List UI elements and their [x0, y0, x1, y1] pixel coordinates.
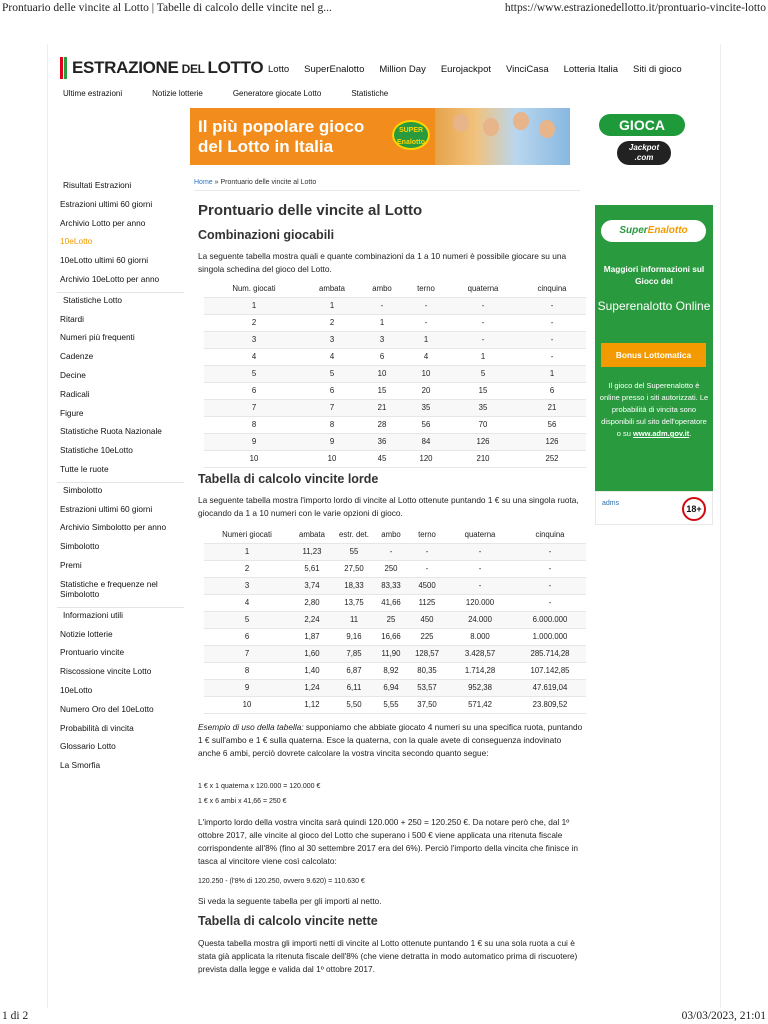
table-cell: 47.619,04 — [514, 679, 586, 696]
table-cell: 6 — [204, 382, 304, 399]
table-cell: 16,66 — [374, 628, 408, 645]
section-title-nette: Tabella di calcolo vincite nette — [198, 914, 378, 928]
table-cell: 37,50 — [408, 696, 446, 713]
gioca-button[interactable]: GIOCA — [599, 114, 685, 136]
jackpot-logo-icon[interactable]: Jackpot .com — [617, 141, 671, 165]
table-cell: 1 — [304, 297, 360, 314]
table-row — [204, 679, 586, 696]
table-cell: 15 — [360, 382, 404, 399]
sidebar-item[interactable]: Cadenze — [60, 351, 94, 362]
table-cell: - — [518, 314, 586, 331]
table-cell: 10 — [404, 365, 448, 382]
sidebar-item[interactable]: Statistiche 10eLotto — [60, 445, 133, 456]
sidebar-divider — [57, 292, 184, 293]
table-cell: 252 — [518, 450, 586, 467]
table-cell: 10 — [360, 365, 404, 382]
table-header-row — [204, 527, 586, 543]
sidebar-item[interactable]: Notizie lotterie — [60, 628, 113, 639]
table-cell: 7,85 — [334, 645, 374, 662]
table-cell: - — [446, 577, 514, 594]
table-cell: 120.000 — [446, 594, 514, 611]
table-row — [204, 543, 586, 560]
table-row — [204, 331, 586, 348]
table-cell: 2 — [204, 560, 290, 577]
sidebar-item[interactable]: La Smorfia — [60, 760, 101, 771]
table-row — [204, 594, 586, 611]
table-cell: 5,61 — [290, 560, 334, 577]
sidebar-section-heading[interactable]: Simbolotto — [63, 484, 103, 495]
table-cell: 126 — [448, 433, 518, 450]
table-header-cell: ambo — [374, 527, 408, 543]
sidebar-item[interactable]: Tutte le ruote — [60, 464, 109, 474]
sub-nav-item[interactable]: Notizie lotterie — [152, 89, 203, 98]
table-row — [204, 577, 586, 594]
table-row — [204, 560, 586, 577]
sidebar-section-heading[interactable]: Statistiche Lotto — [63, 294, 123, 305]
top-nav-item[interactable]: Siti di gioco — [633, 64, 682, 75]
table-cell: 21 — [518, 399, 586, 416]
sidebar-item[interactable]: Ritardi — [60, 313, 84, 324]
table-cell: 9 — [304, 433, 360, 450]
superenalotto-ad[interactable] — [595, 205, 713, 514]
table-cell: - — [408, 543, 446, 560]
breadcrumb-current: Prontuario delle vincite al Lotto — [220, 179, 317, 186]
table-cell: 83,33 — [374, 577, 408, 594]
table-cell: 1 — [404, 331, 448, 348]
table-cell: 5 — [448, 365, 518, 382]
table-header-cell: estr. det. — [334, 527, 374, 543]
table-cell: 1,24 — [290, 679, 334, 696]
table-cell: 3 — [204, 577, 290, 594]
top-nav-item[interactable]: Lotto — [268, 64, 290, 75]
table-cell: 1 — [204, 297, 304, 314]
table-header-cell: Num. giocati — [204, 281, 304, 297]
table-cell: 7 — [204, 399, 304, 416]
top-nav-item[interactable]: SuperEnalotto — [304, 64, 365, 75]
table-header-cell: cinquina — [518, 281, 586, 297]
table-cell: - — [360, 297, 404, 314]
table-header-cell: cinquina — [514, 527, 586, 543]
superenalotto-logo-icon: SUPER Enalotto — [392, 120, 430, 150]
table-header-cell: quaterna — [448, 281, 518, 297]
table-cell: 5 — [304, 365, 360, 382]
table-cell: - — [518, 348, 586, 365]
superenalotto-logo: SuperEnalotto — [601, 220, 706, 242]
sub-nav-item[interactable]: Statistiche — [351, 89, 389, 98]
top-nav-item[interactable]: VinciCasa — [506, 64, 549, 75]
formula-quaterna: 1 € x 1 quaterna x 120.000 = 120.000 € — [198, 783, 321, 790]
age-restriction-icon: 18+ — [682, 497, 706, 521]
table-cell: 27,50 — [334, 560, 374, 577]
table-cell: 8,92 — [374, 662, 408, 679]
table-cell: 11,23 — [290, 543, 334, 560]
table-row — [204, 611, 586, 628]
sidebar-item[interactable]: Estrazioni ultimi 60 giorni — [60, 198, 153, 209]
sidebar-item[interactable]: Radicali — [60, 388, 90, 399]
table-cell: 8 — [204, 662, 290, 679]
table-row — [204, 662, 586, 679]
table-cell: 571,42 — [446, 696, 514, 713]
table-header-cell: terno — [408, 527, 446, 543]
table-cell: 1 — [518, 365, 586, 382]
table-cell: - — [404, 314, 448, 331]
table-cell: 8 — [204, 416, 304, 433]
top-nav-item[interactable]: Eurojackpot — [440, 64, 491, 75]
banner-people-image — [435, 108, 570, 165]
table-cell: 9 — [204, 433, 304, 450]
table-cell: 13,75 — [334, 594, 374, 611]
table-cell: 1,40 — [290, 662, 334, 679]
page-title: Prontuario delle vincite al Lotto — [198, 202, 423, 219]
print-url: https://www.estrazionedellotto.it/prontuario-vincite-lotto — [504, 2, 766, 14]
table-cell: 6,11 — [334, 679, 374, 696]
table-cell: 3 — [204, 331, 304, 348]
table-cell: 6 — [518, 382, 586, 399]
sidebar-item[interactable]: Figure — [60, 407, 84, 418]
table-cell: 1 — [204, 543, 290, 560]
table-cell: 84 — [404, 433, 448, 450]
gross-winnings-table — [204, 527, 586, 714]
sidebar-item[interactable]: Archivio Simbolotto per anno — [60, 522, 167, 533]
ad-text-online: Superenalotto Online — [597, 299, 711, 313]
table-cell: - — [408, 560, 446, 577]
ad-footer-strip — [595, 491, 713, 525]
logo-text: ESTRAZIONE DEL LOTTO — [72, 58, 264, 77]
table-header-row — [204, 281, 586, 297]
top-nav — [268, 64, 697, 75]
sub-nav-item[interactable]: Ultime estrazioni — [63, 89, 123, 98]
table-header-cell: Numeri giocati — [204, 527, 290, 543]
table-row — [204, 297, 586, 314]
table-header-cell: terno — [404, 281, 448, 297]
table-cell: 4500 — [408, 577, 446, 594]
table-row — [204, 450, 586, 467]
table-cell: 3 — [360, 331, 404, 348]
print-datetime: 03/03/2023, 21:01 — [681, 1010, 766, 1022]
adm-link[interactable]: www.adm.gov.it — [632, 429, 690, 438]
sidebar-item[interactable]: 10eLotto — [60, 685, 93, 695]
table-cell: 120 — [404, 450, 448, 467]
table-header-cell: ambata — [304, 281, 360, 297]
table-cell: 6,87 — [334, 662, 374, 679]
table-cell: 4 — [204, 594, 290, 611]
sidebar-item[interactable]: Glossario Lotto — [60, 741, 116, 752]
table-row — [204, 645, 586, 662]
table-cell: 4 — [204, 348, 304, 365]
sidebar-item[interactable]: 10eLotto ultimi 60 giorni — [60, 255, 149, 266]
print-header — [0, 0, 768, 20]
sidebar-item[interactable]: Archivio Lotto per anno — [60, 217, 146, 228]
table-row — [204, 314, 586, 331]
table-cell: 36 — [360, 433, 404, 450]
print-footer — [0, 1008, 768, 1024]
paragraph-nette: Questa tabella mostra gli importi netti di vincite al Lotto ottenute puntando 1 € su una sola ruota a cui è stata già applicata la ritenuta fiscale dell'8% (che viene detratta in modo automatico prima di riscuotere) prevista dalla legge e valida dal 1º ottobre 2017. — [198, 938, 578, 974]
table-row — [204, 416, 586, 433]
table-cell: 28 — [360, 416, 404, 433]
table-cell: 952,38 — [446, 679, 514, 696]
table-cell: 25 — [374, 611, 408, 628]
ad-text-disclaimer: Il gioco del Superenalotto è online presso i siti autorizzati. Le probabilità di vincita sono disponibili sul sito dell'operatore o su www.adm.gov.it. — [599, 381, 709, 438]
table-cell: - — [404, 297, 448, 314]
sidebar-item[interactable]: 10eLotto — [60, 236, 93, 247]
breadcrumb-home[interactable]: Home — [194, 179, 213, 186]
table-cell: 55 — [334, 543, 374, 560]
sidebar-item[interactable]: Prontuario vincite — [60, 647, 125, 658]
table-cell: 10 — [204, 696, 290, 713]
table-cell: - — [514, 594, 586, 611]
bonus-lottomatica-button[interactable]: Bonus Lottomatica — [601, 343, 706, 367]
combinations-table — [204, 281, 586, 468]
banner-headline: Il più popolare gioco del Lotto in Italia — [198, 117, 365, 156]
table-cell: 24.000 — [446, 611, 514, 628]
sidebar-item[interactable]: Statistiche e frequenze nel Simbolotto — [60, 578, 158, 599]
table-cell: 1.714,28 — [446, 662, 514, 679]
paragraph-importo: L'importo lordo della vostra vincita sarà quindi 120.000 + 250 = 120.250 €. Da notare però che, dal 1º ottobre 2017, alle vincite al gioco del Lotto che superano i 500 € viene applicata una ritenuta fiscale corrispondente all'8% (fino al 30 settembre 2017 era del 6%). Perciò l'importo della vincita che finisce in tasca al vincitore viene così calcolato: — [198, 817, 578, 866]
table-row — [204, 365, 586, 382]
paragraph-combinazioni: La seguente tabella mostra quali e quante combinazioni da 1 a 10 numeri è possibile giocare su una singola schedina del gioco del Lotto. — [198, 251, 567, 274]
table-cell: 6 — [204, 628, 290, 645]
table-cell: 450 — [408, 611, 446, 628]
sub-nav-item[interactable]: Generatore giocate Lotto — [232, 89, 322, 98]
table-cell: 10 — [204, 450, 304, 467]
top-nav-item[interactable]: Lotteria Italia — [563, 64, 619, 75]
sidebar-divider — [57, 607, 184, 608]
table-cell: 70 — [448, 416, 518, 433]
table-cell: 56 — [404, 416, 448, 433]
table-cell: - — [518, 331, 586, 348]
table-cell: 15 — [448, 382, 518, 399]
sidebar-item[interactable]: Estrazioni ultimi 60 giorni — [60, 503, 153, 514]
table-cell: 56 — [518, 416, 586, 433]
table-cell: 35 — [448, 399, 518, 416]
section-title-combinazioni: Combinazioni giocabili — [198, 228, 335, 242]
table-cell: 225 — [408, 628, 446, 645]
table-cell: 21 — [360, 399, 404, 416]
table-cell: 250 — [374, 560, 408, 577]
table-cell: 20 — [404, 382, 448, 399]
sidebar-item[interactable]: Simbolotto — [60, 541, 100, 552]
sub-nav — [63, 89, 418, 98]
table-cell: 9 — [204, 679, 290, 696]
table-cell: 23.809,52 — [514, 696, 586, 713]
table-cell: 80,35 — [408, 662, 446, 679]
table-cell: 1 — [448, 348, 518, 365]
table-row — [204, 382, 586, 399]
table-cell: 128,57 — [408, 645, 446, 662]
table-cell: 6 — [304, 382, 360, 399]
table-cell: - — [374, 543, 408, 560]
table-cell: 5 — [204, 365, 304, 382]
table-cell: 1.000.000 — [514, 628, 586, 645]
table-cell: 2 — [204, 314, 304, 331]
table-cell: 285.714,28 — [514, 645, 586, 662]
table-cell: 4 — [404, 348, 448, 365]
paragraph-example: Esempio di uso della tabella: supponiamo che abbiate giocato 4 numeri su una specifica ruota, puntando 1 € sull'ambo e 1 € sulla quaterna. Esce la quaterna, con la quale avete di conseguenza indovinato anche 6 ambi, perciò dovrete calcolare la vostra vincita secondo quanto segue: — [198, 722, 583, 758]
table-cell: - — [514, 560, 586, 577]
sidebar-divider — [57, 482, 184, 483]
section-title-lorde: Tabella di calcolo vincite lorde — [198, 472, 379, 486]
table-cell: 8.000 — [446, 628, 514, 645]
table-cell: 1125 — [408, 594, 446, 611]
table-cell: 210 — [448, 450, 518, 467]
table-cell: 4 — [304, 348, 360, 365]
table-cell: 2,24 — [290, 611, 334, 628]
sidebar-item[interactable]: Numeri più frequenti — [60, 332, 135, 343]
table-cell: - — [514, 577, 586, 594]
table-cell: 18,33 — [334, 577, 374, 594]
table-cell: 53,57 — [408, 679, 446, 696]
table-cell: - — [448, 331, 518, 348]
top-nav-item[interactable]: Million Day — [379, 64, 426, 75]
table-cell: - — [514, 543, 586, 560]
table-header-cell: ambata — [290, 527, 334, 543]
sidebar-section-heading[interactable]: Risultati Estrazioni — [63, 180, 132, 190]
table-header-cell: ambo — [360, 281, 404, 297]
table-cell: 6,94 — [374, 679, 408, 696]
table-cell: 6.000.000 — [514, 611, 586, 628]
table-row — [204, 628, 586, 645]
table-header-cell: quaterna — [446, 527, 514, 543]
table-cell: 5,55 — [374, 696, 408, 713]
table-row — [204, 399, 586, 416]
sidebar-item[interactable]: Decine — [60, 370, 86, 380]
table-cell: 5,50 — [334, 696, 374, 713]
table-cell: 126 — [518, 433, 586, 450]
sidebar-item[interactable]: Archivio 10eLotto per anno — [60, 274, 160, 284]
paragraph-lorde: La seguente tabella mostra l'importo lordo di vincite al Lotto ottenute puntando 1 € su una singola ruota, giocando da 1 a 10 numeri con le varie opzioni di gioco. — [198, 495, 579, 518]
adm-logo-icon: adms — [602, 500, 620, 507]
sidebar-item[interactable]: Numero Oro del 10eLotto — [60, 703, 154, 714]
table-cell: 7 — [204, 645, 290, 662]
table-cell: 1,87 — [290, 628, 334, 645]
sidebar-item[interactable]: Probabilità di vincita — [60, 722, 134, 733]
sidebar-item[interactable]: Riscossione vincite Lotto — [60, 666, 152, 677]
logo-green-bar — [64, 57, 67, 79]
table-cell: 45 — [360, 450, 404, 467]
paragraph-vedi: Si veda la seguente tabella per gli importi al netto. — [198, 896, 382, 906]
breadcrumb: Home » Prontuario delle vincite al Lotto — [194, 179, 317, 186]
table-cell: 7 — [304, 399, 360, 416]
sidebar-item[interactable]: Premi — [60, 560, 82, 570]
table-cell: - — [448, 297, 518, 314]
sidebar-section-heading[interactable]: Informazioni utili — [63, 609, 123, 620]
table-cell: 41,66 — [374, 594, 408, 611]
formula-netto: 120.250 - (l'8% di 120.250, ovvero 9.620) = 110.630 € — [198, 878, 365, 885]
table-cell: - — [518, 297, 586, 314]
promo-banner[interactable] — [190, 108, 570, 165]
table-cell: 8 — [304, 416, 360, 433]
table-cell: 11,90 — [374, 645, 408, 662]
table-cell: 2 — [304, 314, 360, 331]
table-cell: 3 — [304, 331, 360, 348]
table-cell: 5 — [204, 611, 290, 628]
site-logo[interactable] — [60, 56, 263, 80]
table-cell: 10 — [304, 450, 360, 467]
table-cell: 35 — [404, 399, 448, 416]
table-row — [204, 433, 586, 450]
divider — [194, 190, 580, 191]
ad-text-info: Maggiori informazioni sul Gioco del — [603, 264, 705, 286]
table-cell: 6 — [360, 348, 404, 365]
table-cell: 1 — [360, 314, 404, 331]
table-cell: 2,80 — [290, 594, 334, 611]
table-cell: 9,16 — [334, 628, 374, 645]
table-cell: 11 — [334, 611, 374, 628]
table-cell: - — [446, 560, 514, 577]
table-row — [204, 348, 586, 365]
print-page-number: 1 di 2 — [2, 1010, 29, 1022]
table-cell: 1,60 — [290, 645, 334, 662]
logo-red-bar — [60, 57, 63, 79]
table-cell: 107.142,85 — [514, 662, 586, 679]
table-cell: 1,12 — [290, 696, 334, 713]
formula-ambi: 1 € x 6 ambi x 41,66 = 250 € — [198, 798, 287, 805]
table-cell: 3.428,57 — [446, 645, 514, 662]
table-cell: - — [448, 314, 518, 331]
sidebar-item[interactable]: Statistiche Ruota Nazionale — [60, 426, 162, 437]
print-title: Prontuario delle vincite al Lotto | Tabelle di calcolo delle vincite nel g... — [2, 2, 332, 14]
table-row — [204, 696, 586, 713]
table-cell: - — [446, 543, 514, 560]
table-cell: 3,74 — [290, 577, 334, 594]
